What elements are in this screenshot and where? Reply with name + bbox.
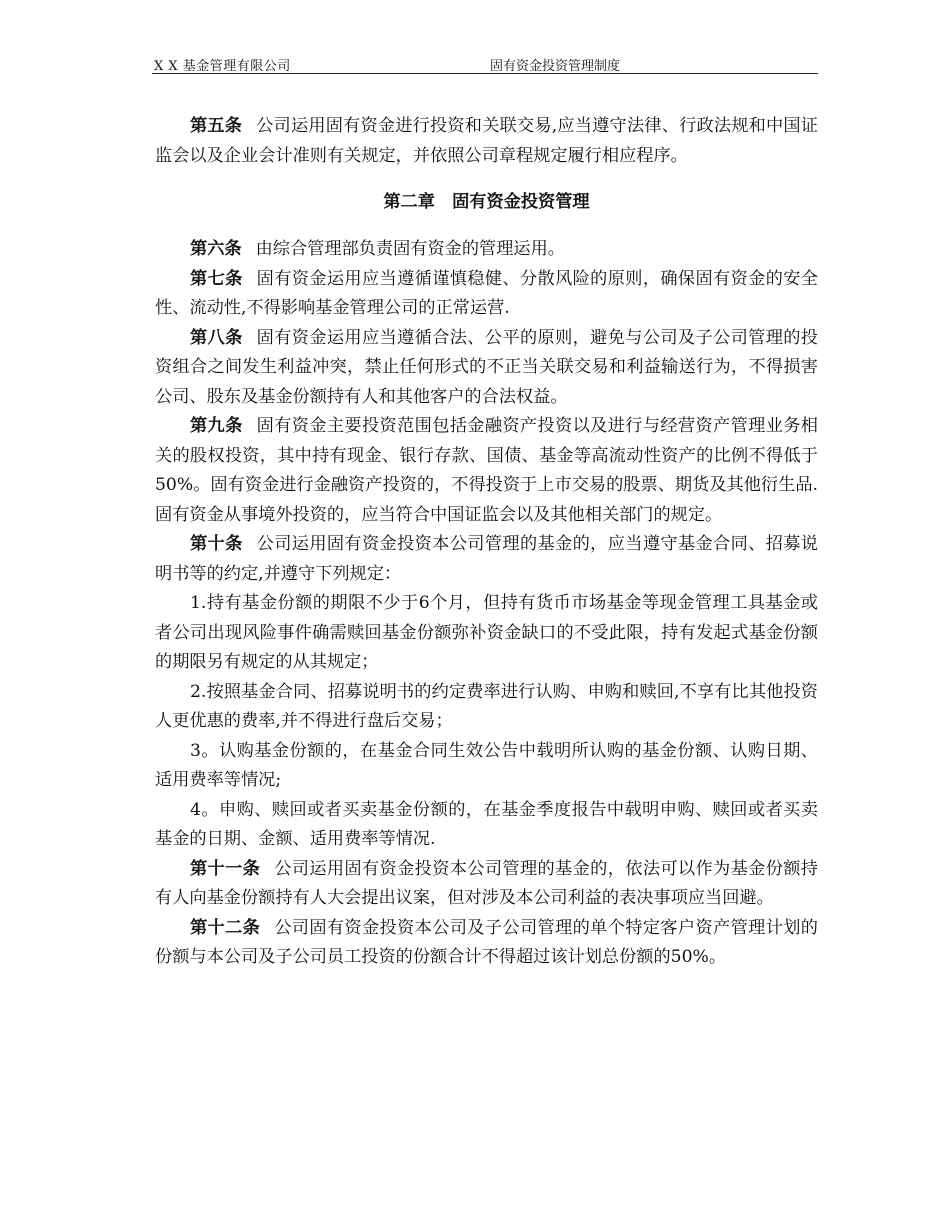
chapter-title: 第二章 固有资金投资管理 bbox=[383, 192, 590, 212]
article-label: 第五条 bbox=[190, 116, 243, 136]
article-text: 固有资金运用应当遵循谨慎稳健、分散风险的原则，确保固有资金的安全性、流动性,不得影响基金管理公司的正常运营. bbox=[155, 268, 818, 318]
article-label: 第七条 bbox=[190, 268, 243, 289]
list-item: 4。申购、赎回或者买卖基金份额的，在基金季度报告中载明申购、赎回或者买卖基金的日期、金额、适用费率等情况. bbox=[155, 799, 818, 849]
list-item: 3。认购基金份额的，在基金合同生效公告中载明所认购的基金份额、认购日期、适用费率等情况; bbox=[155, 740, 818, 790]
article-10 bbox=[155, 530, 818, 589]
document-body bbox=[155, 112, 818, 973]
header-company-name: X X 基金管理有限公司 bbox=[154, 59, 291, 74]
article-text: 公司运用固有资金进行投资和关联交易,应当遵守法律、行政法规和中国证监会以及企业会计准则有关规定，并依照公司章程规定履行相应程序。 bbox=[155, 116, 818, 166]
list-item: 2.按照基金合同、招募说明书的约定费率进行认购、申购和赎回,不享有比其他投资人更优惠的费率,并不得进行盘后交易； bbox=[155, 681, 818, 731]
page-header bbox=[152, 53, 818, 74]
article-7 bbox=[155, 265, 818, 324]
article-text: 固有资金运用应当遵循合法、公平的原则，避免与公司及子公司管理的投资组合之间发生利益冲突，禁止任何形式的不正当关联交易和利益输送行为，不得损害公司、股东及基金份额持有人和其他客户的合法权益。 bbox=[155, 327, 818, 407]
article-label: 第九条 bbox=[190, 416, 243, 436]
article-label: 第十条 bbox=[190, 534, 243, 554]
list-item: 1.持有基金份额的期限不少于6个月，但持有货币市场基金等现金管理工具基金或者公司出现风险事件确需赎回基金份额弥补资金缺口的不受此限，持有发起式基金份额的期限另有规定的从其规定； bbox=[155, 593, 818, 672]
article-text: 公司运用固有资金投资本公司管理的基金的，应当遵守基金合同、招募说明书等的约定,并遵守下列规定： bbox=[155, 534, 818, 584]
article-12 bbox=[155, 914, 818, 973]
article-6 bbox=[155, 235, 818, 265]
article-label: 第八条 bbox=[190, 327, 243, 348]
article-11 bbox=[155, 855, 818, 914]
article-text: 公司固有资金投资本公司及子公司管理的单个特定客户资产管理计划的份额与本公司及子公司员工投资的份额合计不得超过该计划总份额的50%。 bbox=[155, 917, 818, 967]
article-text: 固有资金主要投资范围包括金融资产投资以及进行与经营资产管理业务相关的股权投资，其中持有现金、银行存款、国债、基金等高流动性资产的比例不得低于50%。固有资金进行金融资产投资的，不得投资于上市交易的股票、期货及其他衍生品.固有资金从事境外投资的，应当符合中国证监会以及其他相关部门的规定。 bbox=[155, 416, 818, 525]
article-label: 第十一条 bbox=[190, 858, 261, 879]
article-label: 第十二条 bbox=[190, 917, 261, 938]
article-9 bbox=[155, 412, 818, 530]
article-5 bbox=[155, 112, 818, 171]
article-text: 由综合管理部负责固有资金的管理运用。 bbox=[255, 239, 565, 259]
header-document-title: 固有资金投资管理制度 bbox=[490, 59, 621, 74]
article-label: 第六条 bbox=[190, 239, 242, 259]
article-text: 公司运用固有资金投资本公司管理的基金的，依法可以作为基金份额持有人向基金份额持有人大会提出议案，但对涉及本公司利益的表决事项应当回避。 bbox=[155, 858, 818, 908]
article-8 bbox=[155, 324, 818, 413]
